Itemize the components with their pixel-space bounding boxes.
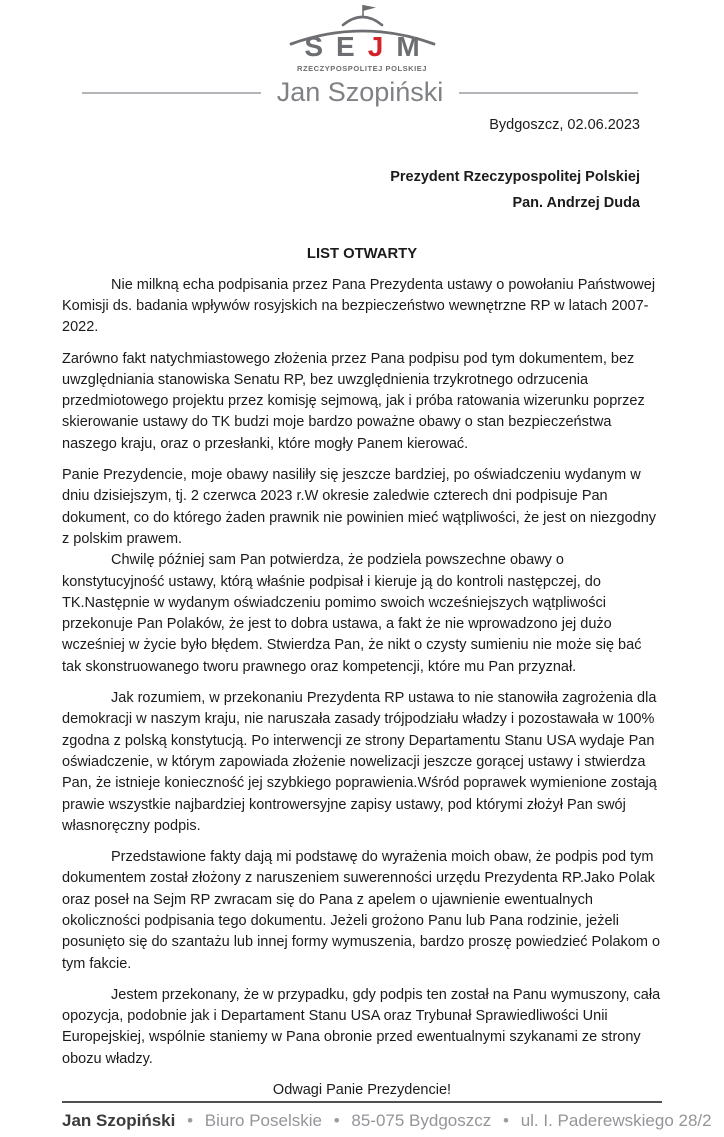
sejm-logo — [62, 2, 662, 73]
place-date: Bydgoszcz, 02.06.2023 — [489, 116, 640, 133]
footer-item-office: Biuro Poselskie — [204, 1111, 322, 1131]
footer-item-city: 85-075 Bydgoszcz — [351, 1111, 492, 1131]
footer-separator: • — [503, 1111, 509, 1131]
dome-small-arc-icon — [343, 17, 382, 25]
header-name-row — [62, 78, 662, 108]
addressee-block — [62, 164, 662, 216]
footer-name: Jan Szopiński — [62, 1111, 176, 1131]
letter-paragraph: Nie milkną echa podpisania przez Pana Prezydenta ustawy o powołaniu Państwowej Komisji ds. badania wpływów rosyjskich na bezpieczeństwo wewnętrzne RP w latach 2007-2022. — [62, 276, 656, 336]
letter-title: LIST OTWARTY — [306, 245, 418, 262]
sejm-letter-m: M — [396, 31, 420, 62]
letter-paragraph: Przedstawione fakty dają mi podstawę do wyrażenia moich obaw, że podpis pod tym dokumentem został złożony z naruszeniem suwerenności urzędu Prezydenta RP.Jako Polak oraz poseł na Sejm RP zwracam się do Pana z apelem o ujawnienie ewentualnych okoliczności podpisania tego dokumentu. Jeżeli grożono Panu lub Pana rodzinie, jeżeli posunięto się do szantażu lub innej formy wymuszenia, bardzo proszę powiedzieć Polakom o tym fakcie. — [62, 849, 661, 972]
footer-separator: • — [333, 1111, 340, 1131]
header-name: Jan Szopiński — [276, 77, 444, 107]
addressee-office: Prezydent Rzeczypospolitej Polskiej — [390, 168, 640, 185]
sejm-letter-j: J — [367, 31, 384, 62]
letter-paragraph: Odwagi Panie Prezydencie! — [272, 1082, 452, 1099]
header-rule-left — [82, 92, 261, 94]
footer-rule — [62, 1101, 662, 1103]
addressee-person: Pan. Andrzej Duda — [512, 194, 640, 211]
flag-icon — [363, 5, 376, 11]
letter-body — [62, 265, 662, 1102]
footer — [62, 1101, 712, 1137]
footer-text — [62, 1111, 712, 1131]
header-rule-right — [459, 92, 638, 94]
sejm-logo-caption: RZECZYPOSPOLITEJ POLSKIEJ — [296, 64, 428, 73]
sejm-letter-s: S — [304, 31, 324, 62]
sejm-wordmark — [298, 33, 426, 61]
letter-paragraph: Chwilę później sam Pan potwierdza, że podziela powszechne obawy o konstytucyjność ustawy, którą właśnie podpisał i kieruje ją do kontroli następczej, do TK.Następnie w wydanym oświadczeniu pomimo swoich wcześniejszych wątpliwości przekonuje Pan Polaków, że jest to dobra ustawa, a fakt że nie wprowadzono jej dużo wcześniej w życie było błędem. Stwierdza Pan, że nikt o czysty sumieniu nie może się bać tak skonstruowanego tworu prawnego oraz kompetencji, które mu Pan przyznał. — [62, 552, 642, 675]
letter-paragraph: Panie Prezydencie, moje obawy nasiliły się jeszcze bardziej, po oświadczeniu wydanym w dniu dzisiejszym, tj. 2 czerwca 2023 r.W okresie zaledwie czterech dni podpisuje Pan dokument, co do którego żaden prawnik nie powinien mieć wątpliwości, że jest on niezgodny z polskim prawem. — [62, 467, 657, 547]
footer-separator: • — [187, 1111, 194, 1131]
letter-paragraph: Zarówno fakt natychmiastowego złożenia przez Pana podpisu pod tym dokumentem, bez uwzględniania stanowiska Senatu RP, bez uwzględnienia trzykrotnego odrzucenia przedmiotowego projektu przez komisję sejmową, jak i próba ratowania wizerunku poprzez skierowanie ustawy do TK budzi moje bardzo poważne obawy o stan bezpieczeństwa naszego kraju, oraz o przesłanki, które mogły Panem kierować. — [62, 350, 645, 452]
letter-paragraph: Jak rozumiem, w przekonaniu Prezydenta RP ustawa to nie stanowiła zagrożenia dla demokracji w naszym kraju, nie naruszała zasady trójpodziału władzy i pozostawała w 100% zgodna z polską konstytucją. Po interwencji ze strony Departamentu Stanu USA wydaje Pan oświadczenie, w którym zapowiada złożenie nowelizacji jeszcze gorącej ustawy i stwierdza Pan, że istnieje konieczność jej szybkiego poprawienia.Wśród poprawek wymienione zostają prawie wszystkie najbardziej kontrowersyjne zapisy ustawy, pod którymi złożył Pan swój własnoręczny podpis. — [62, 690, 657, 834]
footer-item-street: ul. I. Paderewskiego 28/2 — [520, 1111, 712, 1131]
letter-paragraph: Jestem przekonany, że w przypadku, gdy podpis ten został na Panu wymuszony, cała opozycja, podobnie jak i Departament Stanu USA oraz Trybunał Sprawiedliwości Unii Europejskiej, wspólnie staniemy w Pana obronie przed ewentualnymi szykanami ze strony obozu władzy. — [62, 986, 661, 1067]
sejm-letter-e: E — [336, 31, 355, 62]
